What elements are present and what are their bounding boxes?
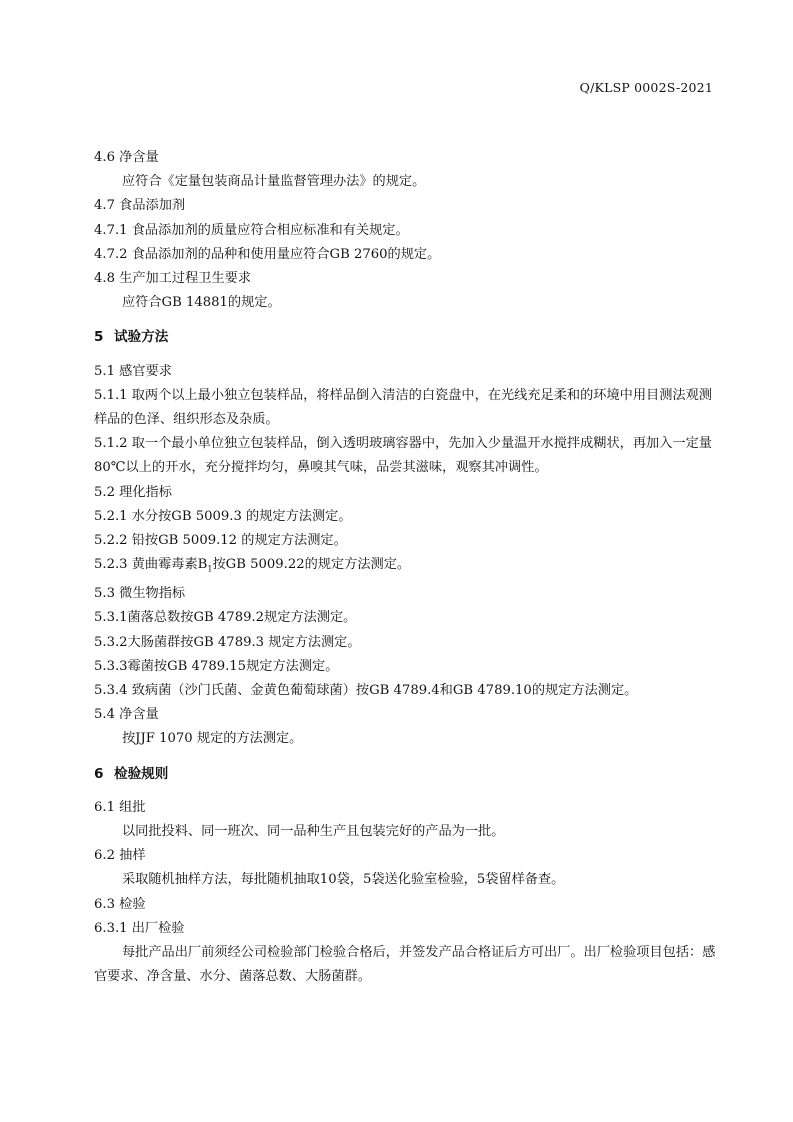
clause-6-3-1: 6.3.1 出厂检验 [94,920,185,936]
clause-5-2-1: 5.2.1 水分按GB 5009.3 的规定方法测定。 [94,508,352,524]
clause-4-8: 4.8 生产加工过程卫生要求 [94,271,252,287]
clause-6-1-text: 以同批投料、同一班次、同一品种生产且包装完好的产品为一批。 [122,823,505,839]
section-6-title: 检验规则 [114,765,169,782]
clause-4-6-text: 应符合《定量包装商品计量监督管理办法》的规定。 [122,174,426,190]
clause-5-1: 5.1 感官要求 [94,363,172,379]
clause-5-1-1: 5.1.1 取两个以上最小独立包装样品，将样品倒入清洁的白瓷盘中，在光线充足柔和的环境中用目测法观测样品的色泽、组织形态及杂质。 [94,387,712,428]
clause-5-4: 5.4 净含量 [94,707,159,723]
section-5-heading [94,325,720,349]
clause-5-3-4: 5.3.4 致病菌（沙门氏菌、金黄色葡萄球菌）按GB 4789.4和GB 4789.10的规定方法测定。 [94,682,638,698]
clause-6-1: 6.1 组批 [94,799,146,815]
clause-5-2-3-subscript: 1 [207,564,213,574]
clause-6-3: 6.3 检验 [94,896,146,912]
section-5-title: 试验方法 [114,329,169,346]
clause-4-7-1: 4.7.1 食品添加剂的质量应符合相应标准和有关规定。 [94,222,409,238]
clause-6-2: 6.2 抽样 [94,848,146,864]
clause-5-2-3 [94,553,720,582]
clause-5-4-text: 按JJF 1070 规定的方法测定。 [122,731,303,747]
document-code: Q/KLSP 0002S-2021 [579,80,713,95]
clause-5-2-3-a: 5.2.3 黄曲霉毒素B [94,557,208,573]
clause-6-3-1-text: 每批产品出厂前须经公司检验部门检验合格后，并签发产品合格证后方可出厂。出厂检验项目包括：感官要求、净含量、水分、菌落总数、大肠菌群。 [94,944,716,985]
clause-4-7-2: 4.7.2 食品添加剂的品种和使用量应符合GB 2760的规定。 [94,246,441,262]
clause-5-2-2: 5.2.2 铅按GB 5009.12 的规定方法测定。 [94,533,347,549]
clause-5-3-3: 5.3.3霉菌按GB 4789.15规定方法测定。 [94,658,339,674]
clause-5-3-1: 5.3.1菌落总数按GB 4789.2规定方法测定。 [94,610,357,626]
clause-5-1-2: 5.1.2 取一个最小单位独立包装样品，倒入透明玻璃容器中，先加入少量温开水搅拌成糊状，再加入一定量80℃以上的开水，充分搅拌均匀，鼻嗅其气味，品尝其滋味，观察其冲调性。 [94,436,712,476]
clause-5-3-2: 5.3.2大肠菌群按GB 4789.3 规定方法测定。 [94,634,361,650]
clause-5-2-3-b: 按GB 5009.22的规定方法测定。 [212,557,411,573]
section-6-number: 6 [94,765,104,782]
document-body [94,146,720,989]
clause-4-6: 4.6 净含量 [94,150,159,165]
clause-5-3: 5.3 微生物指标 [94,586,186,602]
clause-4-8-text: 应符合GB 14881的规定。 [122,295,281,311]
clause-4-7: 4.7 食品添加剂 [94,198,186,214]
section-6-heading [94,762,720,786]
clause-6-2-text: 采取随机抽样方法，每批随机抽取10袋，5袋送化验室检验，5袋留样备查。 [122,872,565,888]
clause-5-2: 5.2 理化指标 [94,484,172,500]
section-5-number: 5 [94,329,104,346]
